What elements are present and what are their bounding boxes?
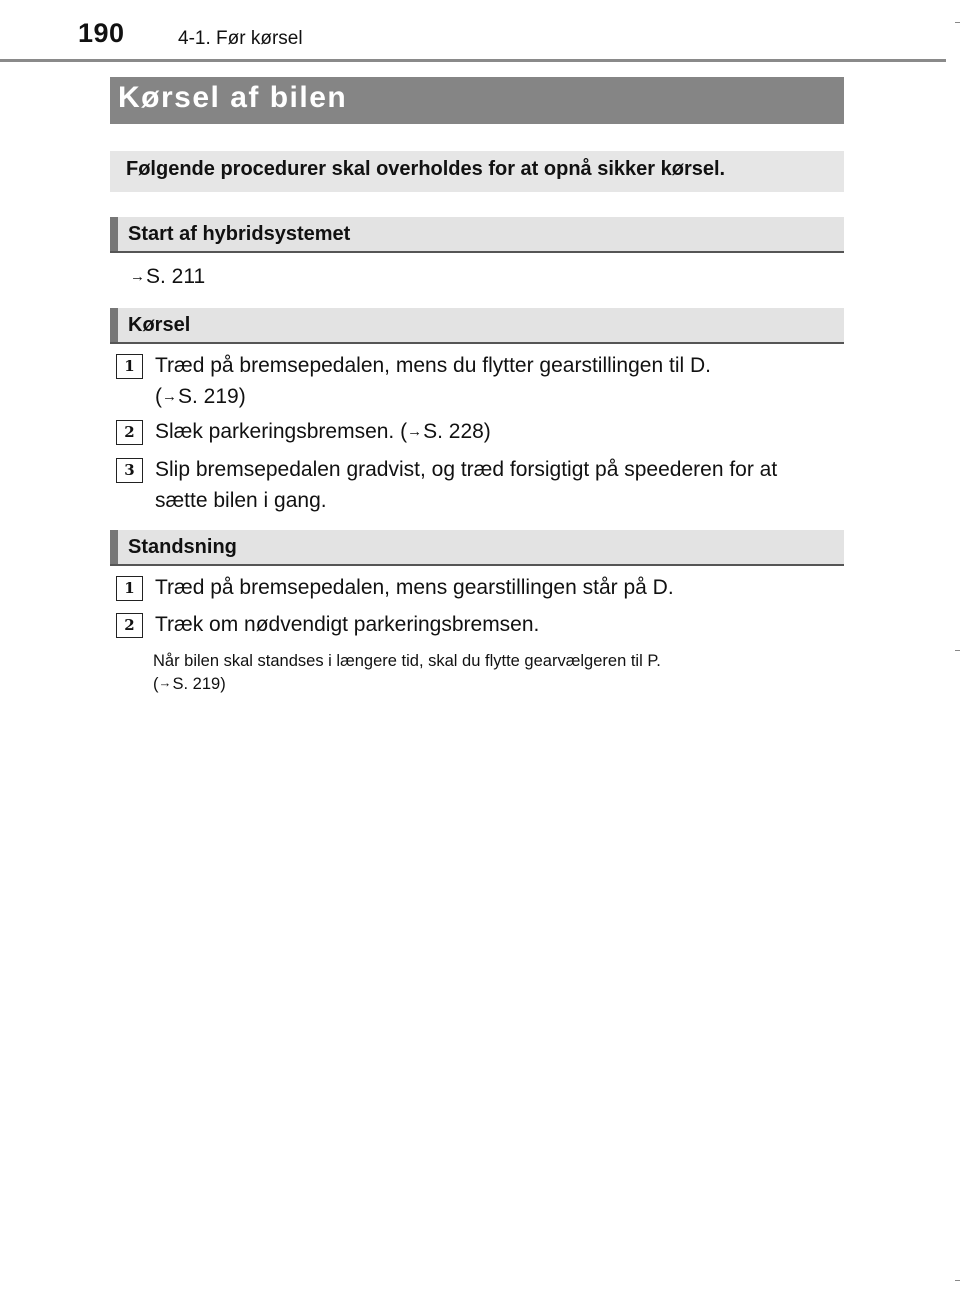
driving-step-2 <box>155 416 491 449</box>
subheading-driving <box>110 308 844 344</box>
subheading-driving-label: Kørsel <box>128 314 191 336</box>
intro-text: Følgende procedurer skal overholdes for at opnå sikker kørsel. <box>126 158 726 180</box>
driving-step-2-text: Slæk parkeringsbremsen. ( <box>155 420 408 443</box>
driving-step-3 <box>155 454 777 516</box>
header-divider <box>0 59 946 62</box>
crop-mark <box>955 22 960 23</box>
intro-box <box>110 151 844 192</box>
driving-step-3-line1: Slip bremsepedalen gradvist, og træd forsigtigt på speederen for at <box>155 458 778 481</box>
page-title: Kørsel af bilen <box>118 81 348 114</box>
page-title-bar <box>110 77 844 124</box>
driving-step-1-text: Træd på bremsepedalen, mens du flytter gearstillingen til D. <box>155 354 711 377</box>
arrow-icon: → <box>162 388 177 405</box>
driving-step-3-line2: sætte bilen i gang. <box>155 489 327 512</box>
step-number-badge: 1 <box>116 576 143 601</box>
stopping-note-text: Når bilen skal standses i længere tid, skal du flytte gearvælgeren til P. <box>153 652 661 670</box>
crop-mark <box>955 650 960 651</box>
crop-mark <box>955 1280 960 1281</box>
arrow-icon: → <box>158 675 172 690</box>
page-number: 190 <box>78 18 125 48</box>
arrow-icon: → <box>130 268 145 285</box>
subheading-stopping-label: Standsning <box>128 536 237 558</box>
section-reference: 4-1. Før kørsel <box>178 28 303 49</box>
stopping-note <box>153 650 841 696</box>
stopping-step-1: Træd på bremsepedalen, mens gearstillingen står på D. <box>155 576 674 599</box>
step-number-badge: 2 <box>116 613 143 638</box>
paren-open: ( <box>155 385 162 408</box>
start-reference <box>130 261 205 294</box>
step-number-badge: 1 <box>116 354 143 379</box>
step-number-badge: 2 <box>116 420 143 445</box>
stopping-step-2: Træk om nødvendigt parkeringsbremsen. <box>155 613 540 636</box>
subheading-start <box>110 217 844 253</box>
step-number-badge: 3 <box>116 458 143 483</box>
driving-step-2-ref[interactable]: S. 228) <box>423 420 491 443</box>
paren-open: ( <box>153 675 159 693</box>
arrow-icon: → <box>407 423 423 440</box>
driving-step-1 <box>155 350 711 414</box>
start-reference-link[interactable]: S. 211 <box>146 265 206 288</box>
subheading-start-label: Start af hybridsystemet <box>128 223 351 245</box>
driving-step-1-ref[interactable]: S. 219) <box>178 385 246 408</box>
stopping-note-ref[interactable]: S. 219) <box>172 675 226 693</box>
subheading-stopping <box>110 530 844 566</box>
